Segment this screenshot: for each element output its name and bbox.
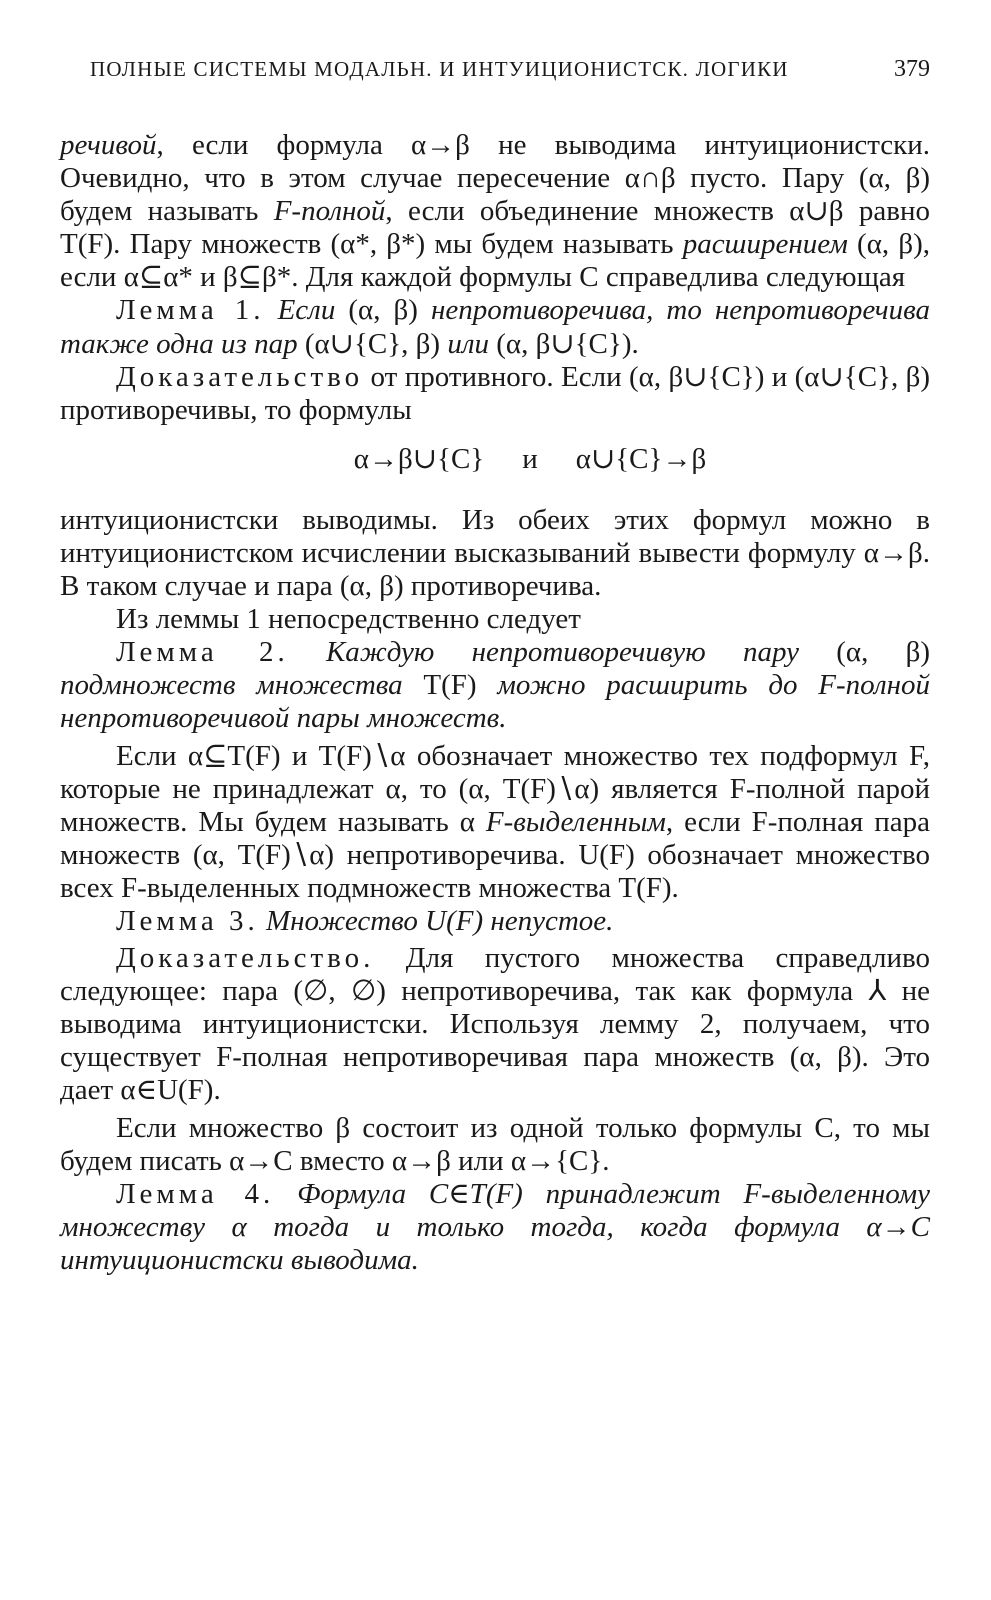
formula-left: α→β∪{C} bbox=[353, 442, 485, 475]
term-f-distinguished: F-выделенным bbox=[485, 805, 666, 838]
lemma-1: Лемма 1. Если (α, β) непротиворечива, то непротиворечива также одна из пар (α∪{C}, β) или (α, β∪{C}). bbox=[60, 294, 931, 360]
proof-lemma-3: Доказательство. Для пустого множества справедливо следующее: пара (∅, ∅) непротиворечива, так как формула ⅄ не выводима интуиционистски. Используя лемму 2, получаем, что существует F-полная непротиворечивая пара множеств (α, β). Это дает α∈U(F). bbox=[60, 942, 930, 1107]
paragraph-definitions: речивой, если формула α→β не выводима интуиционистски. Очевидно, что в этом случае пересечение α∩β пусто. Пару (α, β) будем называть F-полной, если объединение множеств α∪β равно T(F). Пару множеств (α*, β*) мы будем называть расширением (α, β), если α⊆α* и β⊆β*. Для каждой формулы C справедлива следующая bbox=[60, 129, 930, 294]
term-extension: расширением bbox=[682, 228, 848, 261]
paragraph-notation: Если множество β состоит из одной только формулы C, то мы будем писать α→C вместо α→β или α→{C}. bbox=[60, 1111, 930, 1177]
running-title: ПОЛНЫЕ СИСТЕМЫ МОДАЛЬН. И ИНТУИЦИОНИСТСК. ЛОГИКИ bbox=[90, 57, 789, 81]
paragraph-f-distinguished: Если α⊆T(F) и T(F)∖α обозначает множество тех подформул F, которые не принадлежат α, то (α, T(F)∖α) является F-полной парой множеств. Мы будем называть α F-выделенным, если F-полная пара множеств (α, T(F)∖α) непротиворечива. U(F) обозначает множество всех F-выделенных подмножеств множества T(F). bbox=[60, 739, 931, 904]
formula-conjunction: и bbox=[522, 442, 538, 475]
proof-label: Доказательство bbox=[116, 360, 364, 393]
term-f-complete: F-полной bbox=[273, 195, 386, 228]
lemma-4-label: Лемма 4. bbox=[116, 1177, 275, 1210]
proof-lemma-1: Доказательство от противного. Если (α, β∪{C}) и (α∪{C}, β) противоречивы, то формулы bbox=[60, 360, 930, 426]
lemma-2: Лемма 2. Каждую непротиворечивую пару (α, β) подмножеств множества T(F) можно расширить до F-полной непротиворечивой пары множеств. bbox=[60, 636, 931, 735]
paragraph-corollary: Из леммы 1 непосредственно следует bbox=[116, 603, 581, 636]
lemma-3-label: Лемма 3. bbox=[116, 904, 259, 937]
page-number: 379 bbox=[894, 56, 930, 82]
running-header bbox=[90, 56, 930, 83]
display-formula bbox=[60, 443, 930, 476]
lemma-3: Лемма 3. Множество U(F) непустое. bbox=[116, 904, 614, 937]
proof-3-label: Доказательство. bbox=[116, 942, 375, 975]
term-consistent: речивой bbox=[60, 129, 157, 161]
formula-right: α∪{C}→β bbox=[575, 442, 707, 475]
lemma-2-label: Лемма 2. bbox=[116, 636, 289, 669]
paragraph-proof-continuation: интуиционистски выводимы. Из обеих этих формул можно в интуиционистском исчислении высказываний вывести формулу α→β. В таком случае и пара (α, β) противоречива. bbox=[60, 503, 930, 603]
book-page bbox=[60, 56, 930, 1277]
lemma-4: Лемма 4. Формула C∈T(F) принадлежит F-выделенному множеству α тогда и только тогда, когда формула α→C интуиционистски выводима. bbox=[60, 1177, 931, 1276]
lemma-1-label: Лемма 1. bbox=[116, 294, 265, 327]
